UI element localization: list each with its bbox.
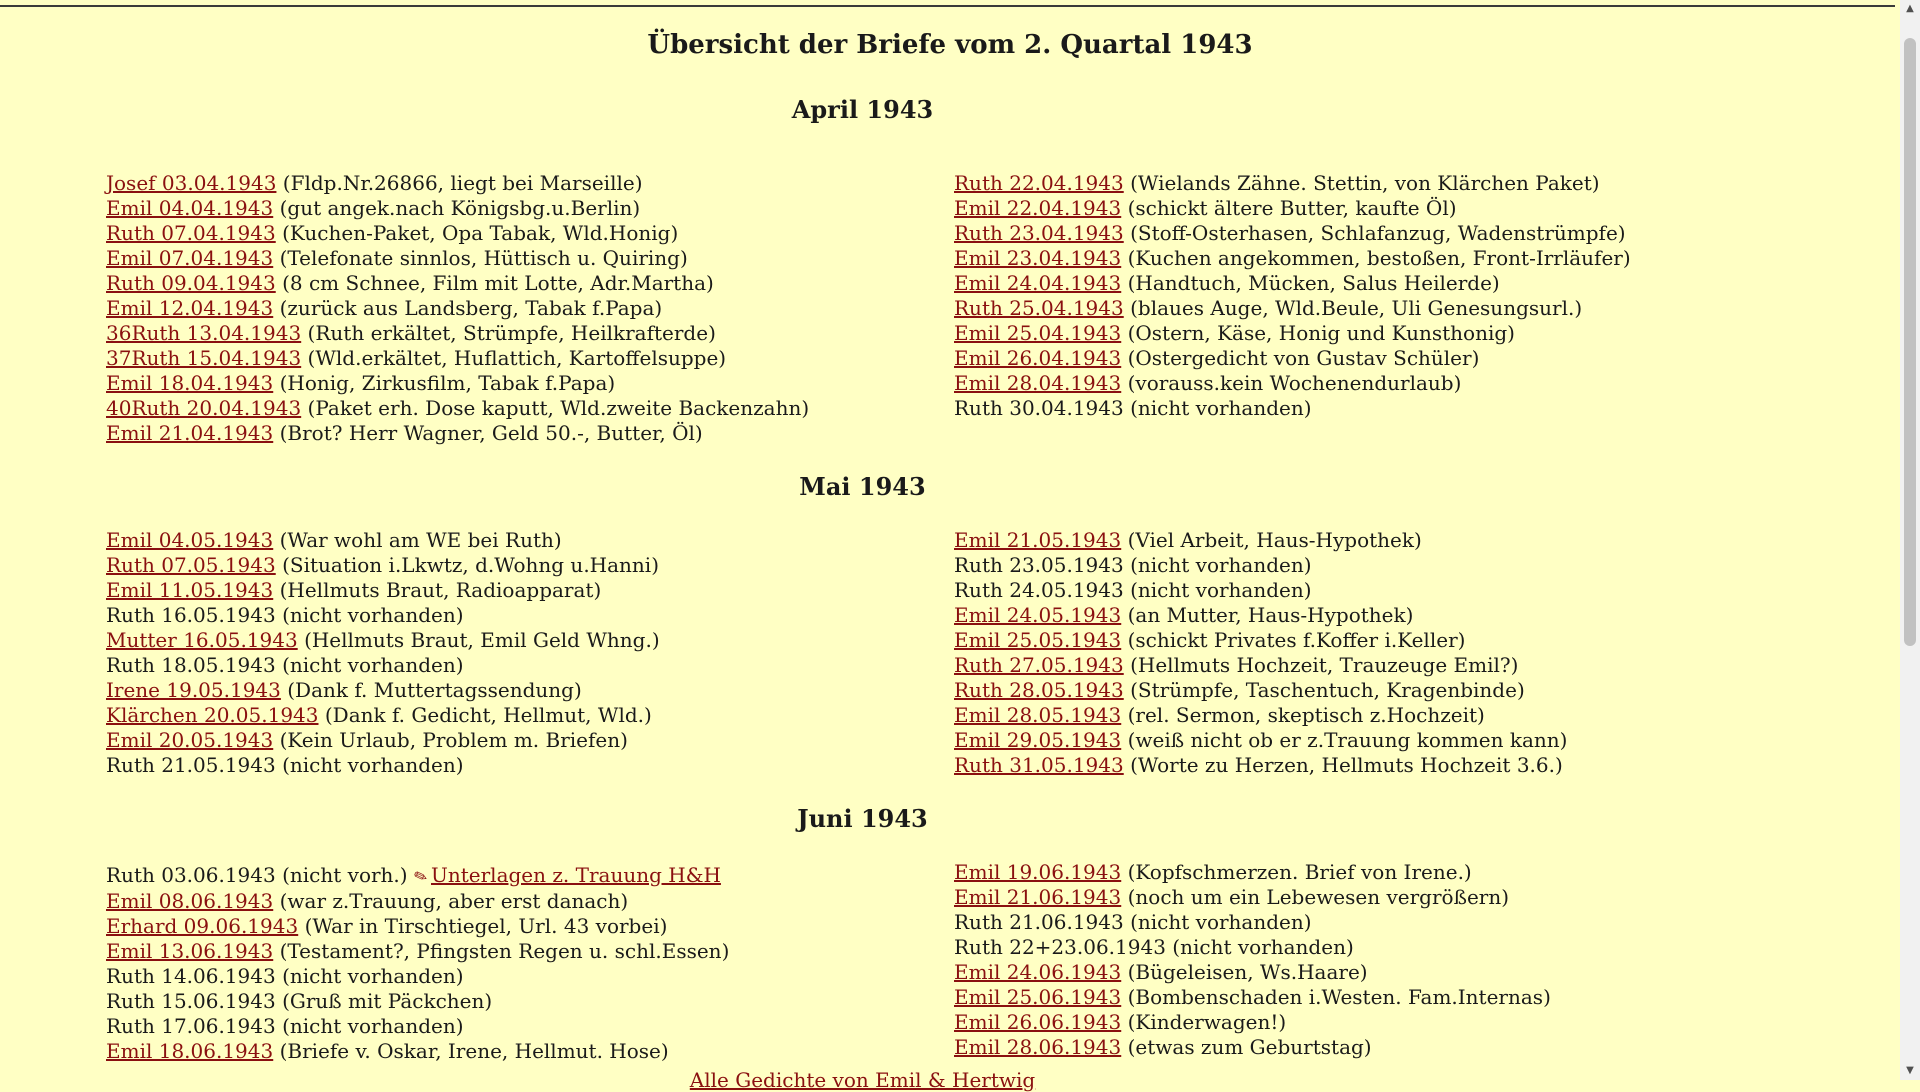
- letter-entry: [106, 603, 660, 628]
- section-heading-april: April 1943: [791, 95, 934, 124]
- letter-link[interactable]: Emil 21.05.1943: [954, 528, 1122, 552]
- letter-list-juni-right: [954, 860, 1551, 1060]
- letter-summary: (Viel Arbeit, Haus-Hypothek): [1127, 528, 1422, 552]
- letter-link[interactable]: Emil 28.04.1943: [954, 371, 1122, 395]
- letter-link[interactable]: Irene 19.05.1943: [106, 678, 281, 702]
- letter-summary: (Honig, Zirkusfilm, Tabak f.Papa): [279, 371, 616, 395]
- letter-link[interactable]: Emil 24.04.1943: [954, 271, 1122, 295]
- letter-entry: [106, 246, 809, 271]
- letter-summary: (War wohl am WE bei Ruth): [279, 528, 562, 552]
- letter-entry: [954, 221, 1631, 246]
- letter-link[interactable]: Ruth 07.04.1943: [106, 221, 276, 245]
- top-divider: [0, 5, 1895, 7]
- letter-link[interactable]: Emil 24.05.1943: [954, 603, 1122, 627]
- letter-list-juni-left: [106, 863, 729, 1064]
- letter-entry: [106, 1014, 729, 1039]
- letter-unavailable: Ruth 16.05.1943 (nicht vorhanden): [106, 603, 464, 627]
- letter-link[interactable]: Emil 04.04.1943: [106, 196, 274, 220]
- letter-entry: [106, 371, 809, 396]
- letter-summary: (Kein Urlaub, Problem m. Briefen): [279, 728, 628, 752]
- letter-entry: [106, 421, 809, 446]
- letter-unavailable: Ruth 17.06.1943 (nicht vorhanden): [106, 1014, 464, 1038]
- footer-link[interactable]: Alle Gedichte von Emil & Hertwig: [689, 1068, 1036, 1092]
- pen-icon: ✎: [410, 865, 430, 888]
- letter-summary: (Hellmuts Hochzeit, Trauzeuge Emil?): [1130, 653, 1519, 677]
- letter-entry: [954, 1010, 1551, 1035]
- scroll-down-arrow-icon[interactable]: ▼: [1906, 1065, 1914, 1076]
- letter-link[interactable]: Ruth 09.04.1943: [106, 271, 276, 295]
- letter-link[interactable]: Emil 18.04.1943: [106, 371, 274, 395]
- letter-entry: [106, 653, 660, 678]
- letter-link[interactable]: Ruth 23.04.1943: [954, 221, 1124, 245]
- letter-summary: (Kuchen-Paket, Opa Tabak, Wld.Honig): [282, 221, 679, 245]
- letter-entry: [106, 578, 660, 603]
- letter-entry: [106, 753, 660, 778]
- letter-link[interactable]: Ruth 07.05.1943: [106, 553, 276, 577]
- letter-link[interactable]: Emil 28.05.1943: [954, 703, 1122, 727]
- letter-link[interactable]: Josef 03.04.1943: [106, 171, 277, 195]
- letter-summary: (Strümpfe, Taschentuch, Kragenbinde): [1130, 678, 1525, 702]
- letter-link[interactable]: Ruth 25.04.1943: [954, 296, 1124, 320]
- letter-entry: [954, 753, 1567, 778]
- letter-entry: [954, 578, 1567, 603]
- letter-entry: [954, 885, 1551, 910]
- letter-summary: (weiß nicht ob er z.Trauung kommen kann): [1127, 728, 1568, 752]
- letter-link[interactable]: Emil 26.04.1943: [954, 346, 1122, 370]
- letter-link[interactable]: Emil 08.06.1943: [106, 889, 274, 913]
- letter-entry: [106, 271, 809, 296]
- letter-entry: [954, 935, 1551, 960]
- letter-summary: (Dank f. Gedicht, Hellmut, Wld.): [324, 703, 652, 727]
- letter-summary: (Handtuch, Mücken, Salus Heilerde): [1127, 271, 1500, 295]
- letter-link[interactable]: Emil 21.06.1943: [954, 885, 1122, 909]
- letter-unavailable: Ruth 30.04.1943 (nicht vorhanden): [954, 396, 1312, 420]
- letter-entry: [954, 728, 1567, 753]
- letter-summary: (etwas zum Geburtstag): [1127, 1035, 1372, 1059]
- letter-summary: (an Mutter, Haus-Hypothek): [1127, 603, 1414, 627]
- letter-summary: (Stoff-Osterhasen, Schlafanzug, Wadenstrümpfe): [1130, 221, 1626, 245]
- attachment-link[interactable]: [410, 863, 721, 888]
- section-heading-juni: Juni 1943: [797, 804, 928, 833]
- letter-entry: [106, 914, 729, 939]
- letter-link[interactable]: Emil 18.06.1943: [106, 1039, 274, 1063]
- letter-entry: [954, 985, 1551, 1010]
- letter-link[interactable]: Emil 25.06.1943: [954, 985, 1122, 1009]
- letter-link[interactable]: Emil 26.06.1943: [954, 1010, 1122, 1034]
- letter-entry: [954, 246, 1631, 271]
- letter-summary: (War in Tirschtiegel, Url. 43 vorbei): [304, 914, 668, 938]
- letter-entry: [106, 889, 729, 914]
- letter-summary: (gut angek.nach Königsbg.u.Berlin): [279, 196, 641, 220]
- letter-summary: (Testament?, Pfingsten Regen u. schl.Essen): [279, 939, 730, 963]
- letter-summary: (Hellmuts Braut, Radioapparat): [279, 578, 602, 602]
- letter-entry: [954, 271, 1631, 296]
- letter-entry: [106, 728, 660, 753]
- section-heading-mai: Mai 1943: [799, 472, 926, 501]
- letter-summary: (Briefe v. Oskar, Irene, Hellmut. Hose): [279, 1039, 669, 1063]
- letter-entry: [106, 321, 809, 346]
- letter-entry: [106, 703, 660, 728]
- letter-link[interactable]: Ruth 28.05.1943: [954, 678, 1124, 702]
- letter-entry: [954, 346, 1631, 371]
- letter-entry: [954, 553, 1567, 578]
- letter-entry: [106, 553, 660, 578]
- letter-list-mai-left: [106, 528, 660, 778]
- letter-summary: (rel. Sermon, skeptisch z.Hochzeit): [1127, 703, 1485, 727]
- letter-link[interactable]: Emil 19.06.1943: [954, 860, 1122, 884]
- letter-summary: (Bombenschaden i.Westen. Fam.Internas): [1127, 985, 1551, 1009]
- letter-entry: [106, 939, 729, 964]
- letter-link[interactable]: Erhard 09.06.1943: [106, 914, 299, 938]
- letter-link[interactable]: Klärchen 20.05.1943: [106, 703, 319, 727]
- letter-summary: (Fldp.Nr.26866, liegt bei Marseille): [282, 171, 643, 195]
- letter-entry: [954, 960, 1551, 985]
- letter-entry: [954, 860, 1551, 885]
- letter-entry: [954, 703, 1567, 728]
- letter-entry: [954, 321, 1631, 346]
- letter-entry: [954, 910, 1551, 935]
- letter-summary: (Dank f. Muttertagssendung): [287, 678, 582, 702]
- letter-entry: [954, 196, 1631, 221]
- letter-entry: [954, 396, 1631, 421]
- letter-entry: [106, 863, 729, 889]
- letter-entry: [106, 528, 660, 553]
- letter-summary: (Wielands Zähne. Stettin, von Klärchen Paket): [1130, 171, 1600, 195]
- letter-unavailable: Ruth 15.06.1943 (Gruß mit Päckchen): [106, 989, 493, 1013]
- letter-entry: [106, 346, 809, 371]
- scrollbar-thumb[interactable]: [1904, 38, 1916, 646]
- letter-entry: [106, 396, 809, 421]
- letter-link[interactable]: 40Ruth 20.04.1943: [106, 396, 302, 420]
- letter-entry: [954, 678, 1567, 703]
- letter-unavailable: Ruth 21.05.1943 (nicht vorhanden): [106, 753, 464, 777]
- letter-link[interactable]: Emil 28.06.1943: [954, 1035, 1122, 1059]
- letter-summary: (Wld.erkältet, Huflattich, Kartoffelsuppe): [307, 346, 727, 370]
- letter-summary: (Kuchen angekommen, bestoßen, Front-Irrläufer): [1127, 246, 1631, 270]
- letter-entry: [954, 528, 1567, 553]
- letter-entry: [106, 964, 729, 989]
- letter-unavailable: Ruth 24.05.1943 (nicht vorhanden): [954, 578, 1312, 602]
- letter-unavailable: Ruth 03.06.1943 (nicht vorh.): [106, 863, 408, 887]
- letter-entry: [954, 296, 1631, 321]
- letter-unavailable: Ruth 14.06.1943 (nicht vorhanden): [106, 964, 464, 988]
- letter-summary: (Situation i.Lkwtz, d.Wohng u.Hanni): [282, 553, 659, 577]
- letter-summary: (8 cm Schnee, Film mit Lotte, Adr.Martha): [282, 271, 714, 295]
- letter-unavailable: Ruth 21.06.1943 (nicht vorhanden): [954, 910, 1312, 934]
- letter-summary: (Telefonate sinnlos, Hüttisch u. Quiring): [279, 246, 688, 270]
- letter-entry: [954, 628, 1567, 653]
- letter-link[interactable]: Ruth 22.04.1943: [954, 171, 1124, 195]
- letter-link[interactable]: Mutter 16.05.1943: [106, 628, 298, 652]
- letter-entry: [106, 296, 809, 321]
- letter-summary: (schickt ältere Butter, kaufte Öl): [1127, 196, 1457, 220]
- letter-summary: (blaues Auge, Wld.Beule, Uli Genesungsurl.): [1130, 296, 1583, 320]
- letter-link[interactable]: Emil 20.05.1943: [106, 728, 274, 752]
- letter-entry: [106, 678, 660, 703]
- letter-link[interactable]: Emil 25.04.1943: [954, 321, 1122, 345]
- letter-link[interactable]: Emil 24.06.1943: [954, 960, 1122, 984]
- letter-summary: (Ostergedicht von Gustav Schüler): [1127, 346, 1480, 370]
- letter-entry: [106, 1039, 729, 1064]
- letter-entry: [954, 171, 1631, 196]
- page-title: Übersicht der Briefe vom 2. Quartal 1943: [647, 30, 1253, 60]
- letter-link[interactable]: Ruth 27.05.1943: [954, 653, 1124, 677]
- letter-list-mai-right: [954, 528, 1567, 778]
- letter-entry: [954, 371, 1631, 396]
- letter-entry: [106, 628, 660, 653]
- attachment-label: Unterlagen z. Trauung H&H: [431, 863, 721, 887]
- letter-summary: (Bügeleisen, Ws.Haare): [1127, 960, 1368, 984]
- letter-link[interactable]: Emil 23.04.1943: [954, 246, 1122, 270]
- letter-list-april-left: [106, 171, 809, 446]
- letter-entry: [106, 171, 809, 196]
- letter-link[interactable]: Ruth 31.05.1943: [954, 753, 1124, 777]
- letter-link[interactable]: Emil 29.05.1943: [954, 728, 1122, 752]
- letter-link[interactable]: Emil 07.04.1943: [106, 246, 274, 270]
- letter-unavailable: Ruth 22+23.06.1943 (nicht vorhanden): [954, 935, 1354, 959]
- letter-summary: (Worte zu Herzen, Hellmuts Hochzeit 3.6.): [1130, 753, 1563, 777]
- letter-summary: (Ostern, Käse, Honig und Kunsthonig): [1127, 321, 1515, 345]
- letter-link[interactable]: Emil 22.04.1943: [954, 196, 1122, 220]
- letter-link[interactable]: Emil 25.05.1943: [954, 628, 1122, 652]
- letter-entry: [106, 221, 809, 246]
- letter-entry: [954, 603, 1567, 628]
- letter-link[interactable]: Emil 21.04.1943: [106, 421, 274, 445]
- letter-summary: (zurück aus Landsberg, Tabak f.Papa): [279, 296, 663, 320]
- letter-summary: (war z.Trauung, aber erst danach): [279, 889, 629, 913]
- letter-summary: (Ruth erkältet, Strümpfe, Heilkrafterde): [307, 321, 716, 345]
- letter-entry: [106, 196, 809, 221]
- letter-summary: (schickt Privates f.Koffer i.Keller): [1127, 628, 1466, 652]
- letter-link[interactable]: Emil 11.05.1943: [106, 578, 274, 602]
- letter-summary: (Paket erh. Dose kaputt, Wld.zweite Backenzahn): [307, 396, 810, 420]
- letter-summary: (Hellmuts Braut, Emil Geld Whng.): [304, 628, 660, 652]
- letter-link[interactable]: Emil 13.06.1943: [106, 939, 274, 963]
- letter-summary: (noch um ein Lebewesen vergrößern): [1127, 885, 1510, 909]
- letter-link[interactable]: Emil 04.05.1943: [106, 528, 274, 552]
- letter-link[interactable]: Emil 12.04.1943: [106, 296, 274, 320]
- letter-list-april-right: [954, 171, 1631, 421]
- vertical-scrollbar[interactable]: [1900, 0, 1920, 1080]
- letter-entry: [106, 989, 729, 1014]
- letter-summary: (Kinderwagen!): [1127, 1010, 1287, 1034]
- letter-summary: (Kopfschmerzen. Brief von Irene.): [1127, 860, 1472, 884]
- letter-link[interactable]: 36Ruth 13.04.1943: [106, 321, 302, 345]
- letter-summary: (Brot? Herr Wagner, Geld 50.-, Butter, Öl): [279, 421, 703, 445]
- scroll-up-arrow-icon[interactable]: ▲: [1906, 3, 1914, 14]
- letter-unavailable: Ruth 18.05.1943 (nicht vorhanden): [106, 653, 464, 677]
- letter-unavailable: Ruth 23.05.1943 (nicht vorhanden): [954, 553, 1312, 577]
- letter-link[interactable]: 37Ruth 15.04.1943: [106, 346, 302, 370]
- letter-summary: (vorauss.kein Wochenendurlaub): [1127, 371, 1462, 395]
- letter-entry: [954, 1035, 1551, 1060]
- letter-entry: [954, 653, 1567, 678]
